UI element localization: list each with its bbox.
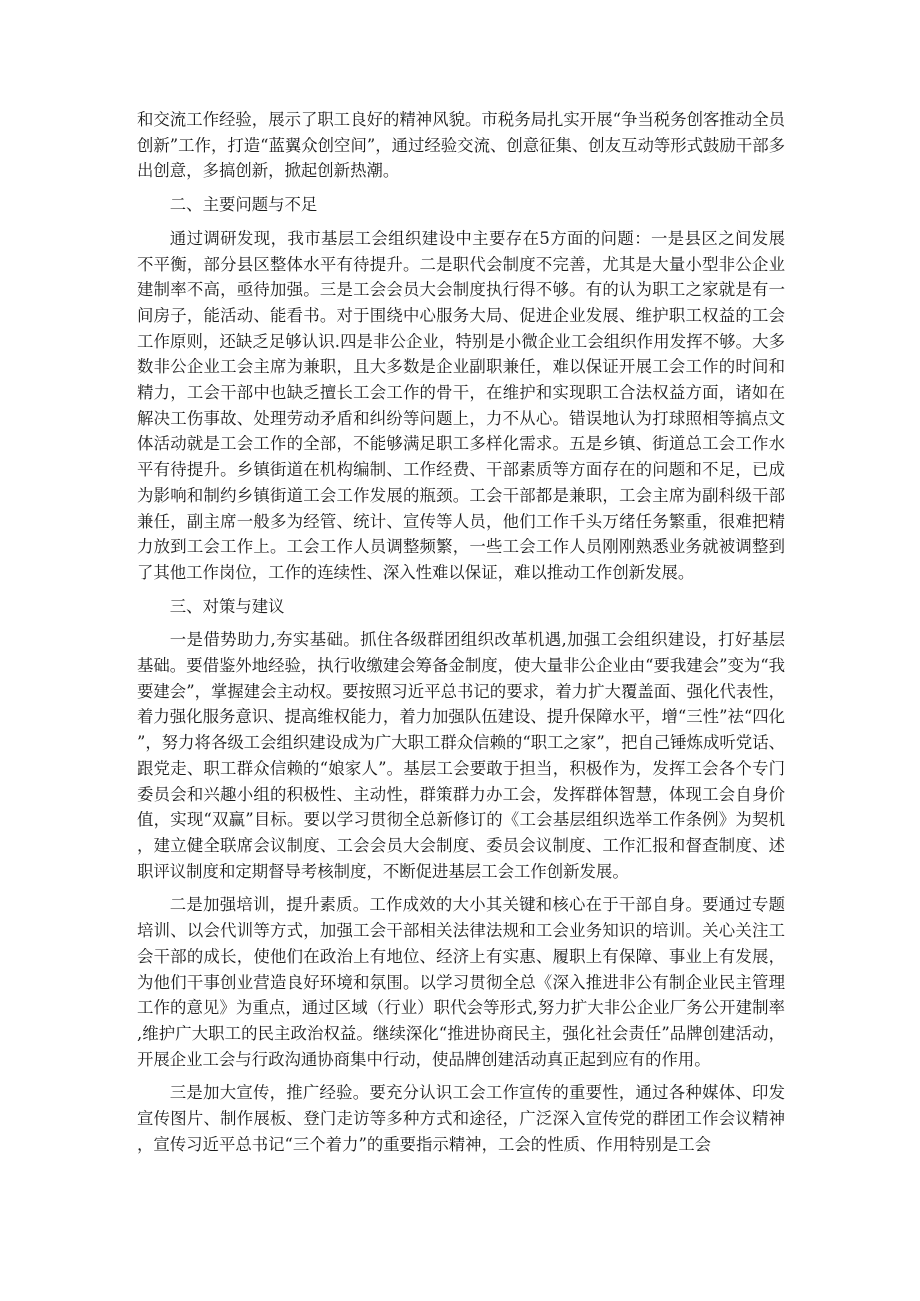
section-heading-problems: 二、主要问题与不足	[169, 195, 318, 215]
paragraph-suggestion-2: 二是加强培训，提升素质。工作成效的大小其关键和核心在于干部自身。要通过专题培训、以会代训等方式，加强工会干部相关法律法规和工会业务知识的培训。关心关注工会干部的成长，使他们在政治上有地位、经济上有实惠、履职上有保障、事业上有发展，为他们干事创业营造良好环境和氛围。以学习贯彻全总《深入推进非公有制企业民主管理工作的意见》为重点，通过区域（行业）职代会等形式,努力扩大非公企业厂务公开建制率,维护广大职工的民主政治权益。继续深化“推进协商民主，强化社会责任”品牌创建活动，开展企业工会与行政沟通协商集中行动，使品牌创建活动真正起到应有的作用。	[137, 895, 785, 1069]
paragraph-continuation: 和交流工作经验，展示了职工良好的精神风貌。市税务局扎实开展“争当税务创客推动全员创新”工作，打造“蓝翼众创空间”，通过经验交流、创意征集、创友互动等形式鼓励干部多出创意，多搞创新，掀起创新热潮。	[137, 110, 785, 181]
section-heading-suggestions: 三、对策与建议	[169, 596, 285, 616]
paragraph-problems: 通过调研发现，我市基层工会组织建设中主要存在5方面的问题：一是县区之间发展不平衡，部分县区整体水平有待提升。二是职代会制度不完善，尤其是大量小型非公企业建制率不高，亟待加强。三是工会会员大会制度执行得不够。有的认为职工之家就是有一间房子，能活动、能看书。对于围绕中心服务大局、促进企业发展、维护职工权益的工会工作原则，还缺乏足够认识.四是非公企业，特别是小微企业工会组织作用发挥不够。大多数非公企业工会主席为兼职，且大多数是企业副职兼任，难以保证开展工会工作的时间和精力，工会干部中也缺乏擅长工会工作的骨干，在维护和实现职工合法权益方面，诸如在解决工伤事故、处理劳动矛盾和纠纷等问题上，力不从心。错误地认为打球照相等搞点文体活动就是工会工作的全部，不能够满足职工多样化需求。五是乡镇、街道总工会工作水平有待提升。乡镇街道在机构编制、工作经费、干部素质等方面存在的问题和不足，已成为影响和制约乡镇街道工会工作发展的瓶颈。工会干部都是兼职，工会主席为副科级干部兼任，副主席一般多为经管、统计、宣传等人员，他们工作千头万绪任务繁重，很难把精力放到工会工作上。工会工作人员调整频繁，一些工会工作人员刚刚熟悉业务就被调整到了其他工作岗位，工作的连续性、深入性难以保证，难以推动工作创新发展。	[137, 228, 785, 582]
paragraph-suggestion-3: 三是加大宣传，推广经验。要充分认识工会工作宣传的重要性，通过各种媒体、印发宣传图片、制作展板、登门走访等多种方式和途径，广泛深入宣传党的群团工作会议精神，宣传习近平总书记“三个着力”的重要指示精神，工会的性质、作用特别是工会	[137, 1083, 785, 1154]
document-page	[137, 107, 785, 1157]
paragraph-suggestion-1: 一是借势助力,夯实基础。抓住各级群团组织改革机遇,加强工会组织建设，打好基层基础。要借鉴外地经验，执行收缴建会筹备金制度，使大量非公企业由“要我建会”变为“我要建会”，掌握建会主动权。要按照习近平总书记的要求，着力扩大覆盖面、强化代表性，着力强化服务意识、提高维权能力，着力加强队伍建设、提升保障水平，增“三性”祛“四化”，努力将各级工会组织建设成为广大职工群众信赖的“职工之家”，把自己锤炼成听党话、跟党走、职工群众信赖的“娘家人”。基层工会要敢于担当，积极作为，发挥工会各个专门委员会和兴趣小组的积极性、主动性，群策群力办工会，发挥群体智慧，体现工会自身价值，实现“双赢”目标。要以学习贯彻全总新修订的《工会基层组织选举工作条例》为契机，建立健全联席会议制度、工会会员大会制度、委员会议制度、工作汇报和督查制度、述职评议制度和定期督导考核制度，不断促进基层工会工作创新发展。	[137, 630, 785, 881]
